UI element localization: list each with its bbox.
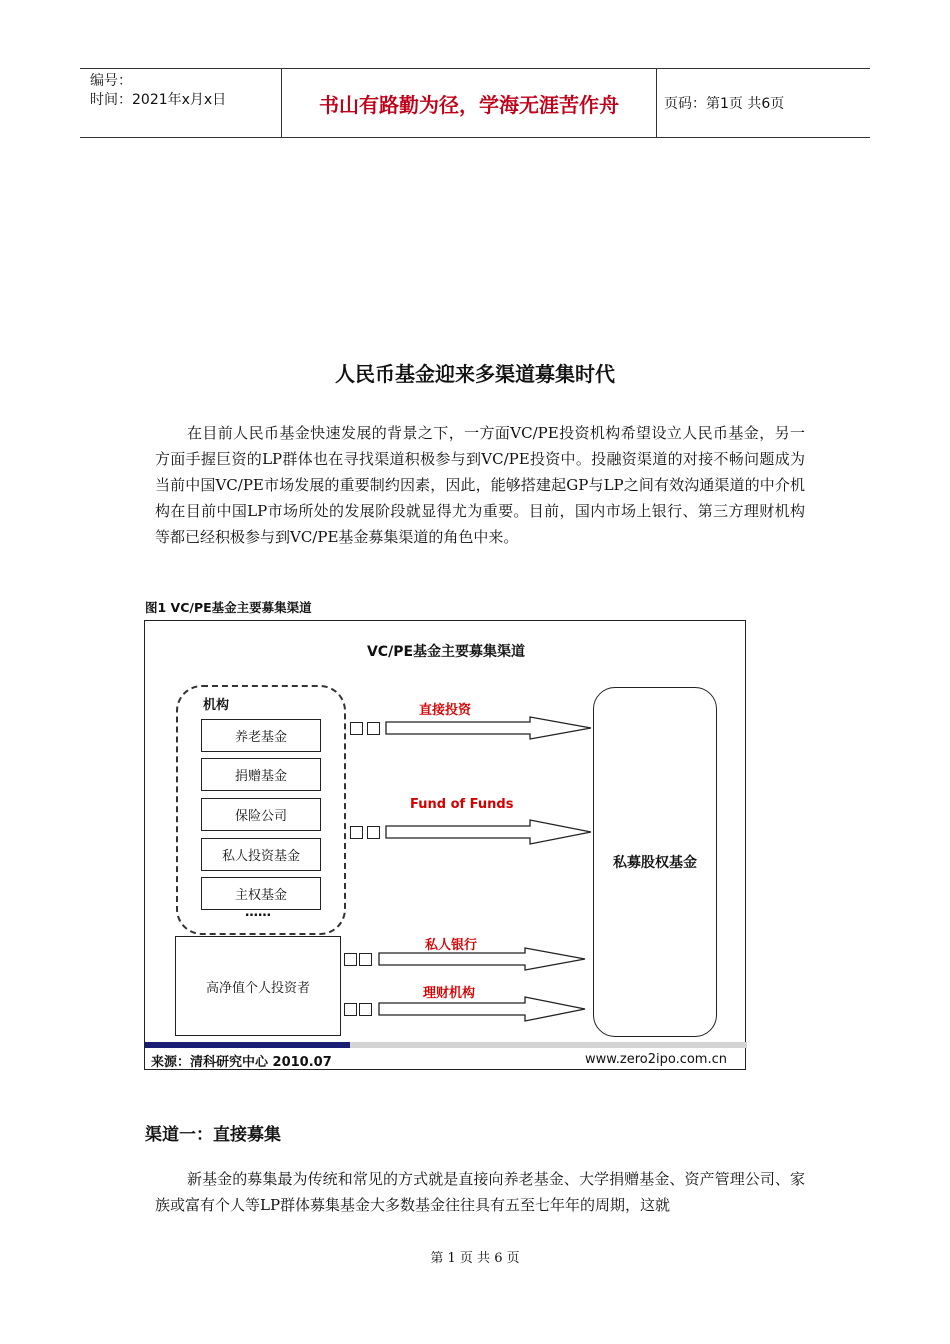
institutions-ellipsis: ……: [245, 905, 271, 920]
figure-source: 来源：清科研究中心 2010.07: [151, 1055, 332, 1070]
figure-caption: 图1 VC/PE基金主要募集渠道: [145, 600, 312, 615]
fundraising-channels-diagram: [144, 620, 746, 1070]
arrow-label: 直接投资: [419, 703, 472, 718]
private-equity-fund-box: 私募股权基金: [593, 687, 717, 1037]
institution-box: 捐赠基金: [201, 758, 321, 791]
document-title: 人民币基金迎来多渠道募集时代: [335, 362, 615, 386]
number-label: 编号：: [90, 73, 132, 89]
footer-bar-accent: [145, 1042, 350, 1048]
arrow-label: 私人银行: [425, 938, 478, 953]
section-paragraph: 新基金的募集最为传统和常见的方式就是直接向养老基金、大学捐赠基金、资产管理公司、家族或富有个人等LP群体募集基金大多数基金往往具有五至七年年的周期，这就: [155, 1170, 805, 1214]
channel-arrows: [145, 621, 747, 1071]
institution-box: 保险公司: [201, 798, 321, 831]
institution-box: 私人投资基金: [201, 838, 321, 871]
time-label: 时间：2021年x月x日: [90, 92, 227, 108]
diagram-title: VC/PE基金主要募集渠道: [366, 644, 526, 660]
arrow-private-bank: [379, 948, 585, 970]
institution-box: 主权基金: [201, 877, 321, 910]
arrow-label: Fund of Funds: [410, 797, 514, 812]
page-footer: 第 1 页 共 6 页: [430, 1251, 520, 1266]
header-page-info: 页码：第1页 共6页: [664, 96, 785, 112]
institutions-group-label: 机构: [203, 698, 230, 713]
header-motto: 书山有路勤为径，学海无涯苦作舟: [281, 69, 657, 137]
page-header: [80, 68, 870, 138]
intro-paragraph: 在目前人民币基金快速发展的背景之下，一方面VC/PE投资机构希望设立人民币基金，另一方面手握巨资的LP群体也在寻找渠道积极参与到VC/PE投资中。投融资渠道的对接不畅问题成为当前中国VC/PE市场发展的重要制约因素，因此，能够搭建起GP与LP之间有效沟通渠道的中介机构在目前中国LP市场所处的发展阶段就显得尤为重要。目前，国内市场上银行、第三方理财机构等都已经积极参与到VC/PE基金募集渠道的角色中来。: [155, 424, 805, 546]
institution-box: 养老基金: [201, 719, 321, 752]
arrow-label: 理财机构: [423, 986, 476, 1001]
figure-url: www.zero2ipo.com.cn: [585, 1052, 727, 1067]
arrow-fund-of-funds: [386, 820, 591, 844]
arrow-direct-investment: [386, 717, 591, 739]
section-heading: 渠道一：直接募集: [145, 1125, 281, 1145]
hnw-investor-box: 高净值个人投资者: [175, 936, 341, 1036]
header-meta: [80, 69, 280, 137]
arrow-wealth-management: [379, 997, 585, 1021]
